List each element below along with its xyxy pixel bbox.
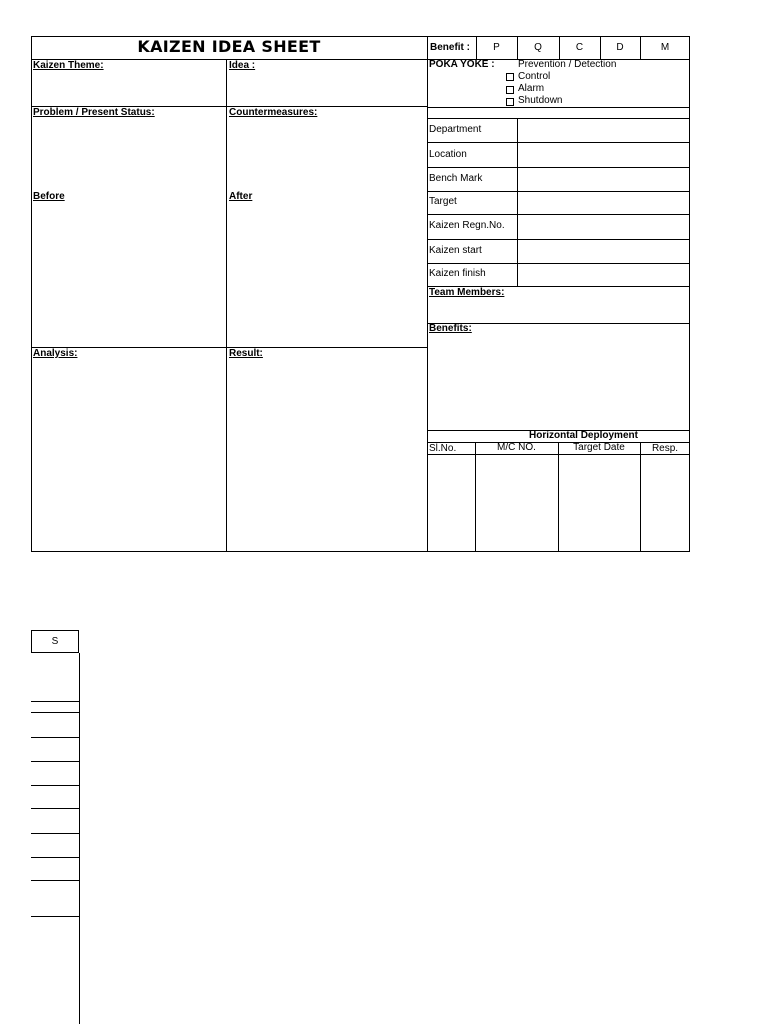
second-sheet-row-line xyxy=(31,761,79,762)
control-checkbox[interactable] xyxy=(506,73,514,81)
second-sheet-row-line xyxy=(31,857,79,858)
benefit-label: Benefit : xyxy=(430,42,470,53)
shutdown-checkbox[interactable] xyxy=(506,98,514,106)
team-members-label: Team Members: xyxy=(429,287,505,298)
second-sheet-row-line xyxy=(31,916,79,917)
bench-mark-field[interactable] xyxy=(518,168,690,191)
resp-header: Resp. xyxy=(651,443,679,454)
before-label: Before xyxy=(33,191,65,202)
sheet-title: KAIZEN IDEA SHEET xyxy=(137,37,321,56)
poka-yoke-option: Alarm xyxy=(518,83,545,94)
countermeasures-label: Countermeasures: xyxy=(229,107,318,118)
kaizen-start-field[interactable] xyxy=(518,240,690,263)
column-divider-2 xyxy=(427,36,428,552)
location-field[interactable] xyxy=(518,143,690,167)
department-label: Department xyxy=(429,124,482,135)
kaizen-start-label: Kaizen start xyxy=(429,245,482,256)
analysis-label: Analysis: xyxy=(33,348,78,359)
benefit-option-d[interactable]: D xyxy=(616,42,624,53)
sl-no-header: Sl.No. xyxy=(429,443,457,454)
kaizen-finish-label: Kaizen finish xyxy=(429,268,486,279)
target-label: Target xyxy=(429,196,457,207)
kaizen-theme-label: Kaizen Theme: xyxy=(33,60,104,71)
benefit-option-c[interactable]: C xyxy=(575,42,584,53)
second-sheet-row-line xyxy=(31,833,79,834)
second-sheet-row-line xyxy=(31,880,79,881)
deployment-col-divider xyxy=(475,442,476,552)
department-field[interactable] xyxy=(518,119,690,142)
benefit-option-p[interactable]: P xyxy=(493,42,500,53)
second-sheet-row-line xyxy=(31,737,79,738)
poka-yoke-option: Control xyxy=(518,71,551,82)
poka-yoke-option: Prevention / Detection xyxy=(518,59,617,70)
after-label: After xyxy=(229,191,253,202)
benefit-option-q[interactable]: Q xyxy=(534,42,542,53)
target-date-header: Target Date xyxy=(573,442,625,453)
second-sheet-row-line xyxy=(31,701,79,702)
poka-yoke-label: POKA YOKE : xyxy=(429,59,495,70)
location-label: Location xyxy=(429,149,467,160)
second-sheet-row-line xyxy=(31,785,79,786)
second-sheet-column-header: S xyxy=(51,636,59,647)
result-label: Result: xyxy=(229,348,263,359)
bench-mark-label: Bench Mark xyxy=(429,173,483,184)
mc-no-header: M/C NO. xyxy=(497,442,536,453)
deployment-col-divider xyxy=(640,442,641,552)
kaizen-regn-no-label: Kaizen Regn.No. xyxy=(429,220,505,231)
second-sheet-row-line xyxy=(31,712,79,713)
alarm-checkbox[interactable] xyxy=(506,86,514,94)
poka-yoke-option: Shutdown xyxy=(518,95,563,106)
benefits-label: Benefits: xyxy=(429,323,472,334)
horizontal-deployment-title: Horizontal Deployment xyxy=(529,430,638,441)
kaizen-regn-no-field[interactable] xyxy=(518,215,690,239)
second-sheet-right-border xyxy=(79,653,80,1024)
idea-label: Idea : xyxy=(229,60,256,71)
poka-yoke-bottom-line xyxy=(427,107,690,108)
deployment-col-divider xyxy=(558,442,559,552)
benefit-option-m[interactable]: M xyxy=(660,42,670,53)
second-sheet-row-line xyxy=(31,808,79,809)
problem-status-label: Problem / Present Status: xyxy=(33,107,155,118)
kaizen-finish-field[interactable] xyxy=(518,264,690,286)
column-divider-1 xyxy=(226,59,227,552)
target-field[interactable] xyxy=(518,192,690,214)
